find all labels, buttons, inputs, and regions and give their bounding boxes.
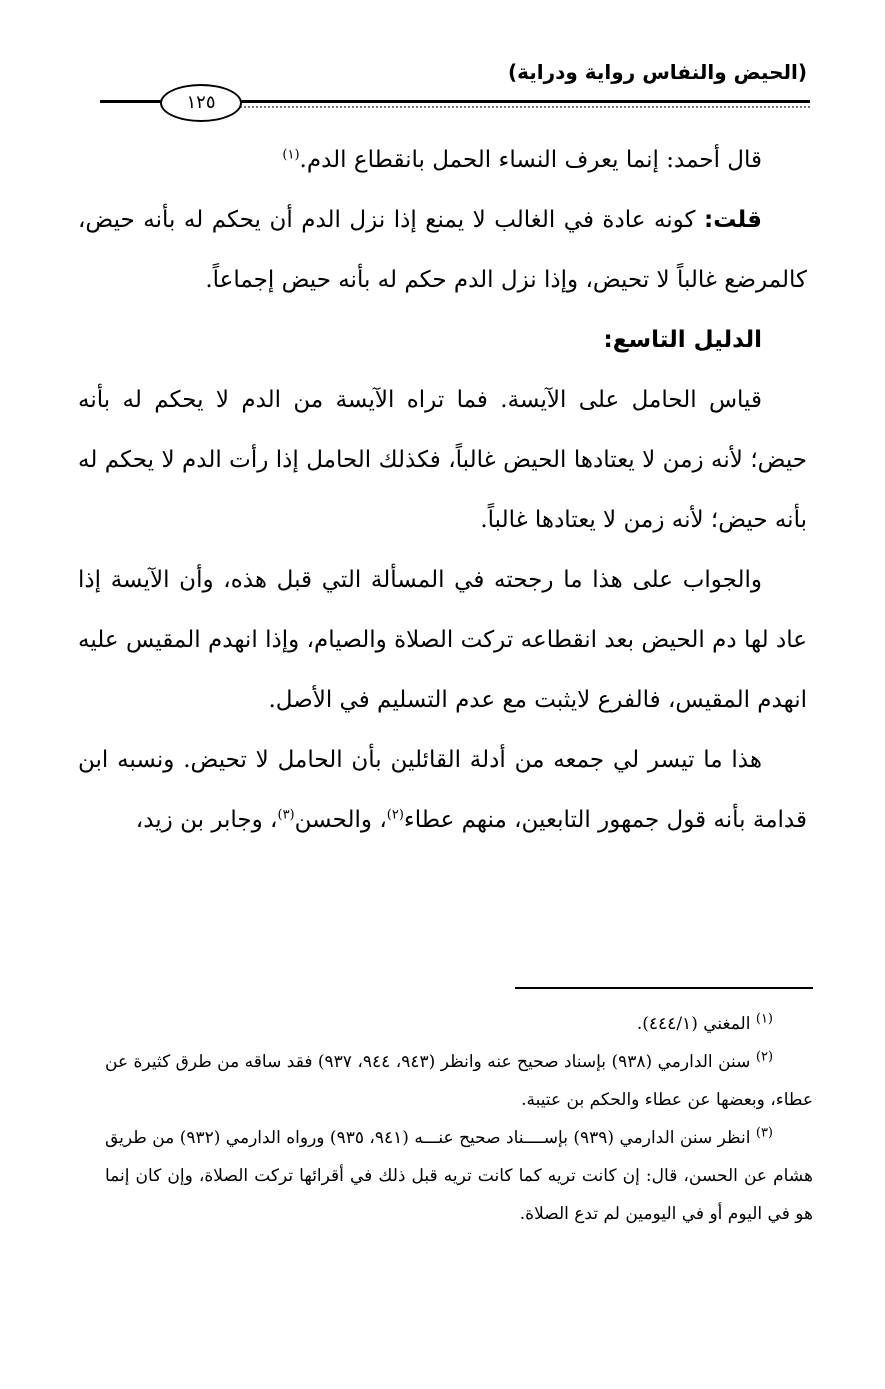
section-heading: الدليل التاسع: — [603, 327, 762, 353]
footnote — [105, 1119, 813, 1233]
footnote-number: (١) — [755, 1011, 773, 1027]
footnote-text: انظر سنن الدارمي (٩٣٩) بإســــناد صحيح عنـــه (٩٤١، ٩٣٥) ورواه الدارمي (٩٣٢) من طريق هشام عن الحسن، قال: إن كانت تريه كما كانت تريه قبل ذلك في أقرائها تركت الصلاة، وإن كان إنما هو في اليوم أو في اليومين لم تدع الصلاة. — [105, 1128, 813, 1224]
paragraph: والجواب على هذا ما رجحته في المسألة التي قبل هذه، وأن الآيسة إذا عاد لها دم الحيض بعد انقطاعه تركت الصلاة والصيام، وإذا انهدم المقيس عليه انهدم المقيس، فالفرع لايثبت مع عدم التسليم في الأصل. — [78, 567, 807, 713]
paragraph — [78, 730, 807, 850]
main-text — [78, 130, 807, 850]
page-number: ١٢٥ — [160, 84, 242, 122]
footnote — [105, 1005, 813, 1043]
paragraph — [78, 130, 807, 190]
paragraph — [78, 190, 807, 310]
paragraph-text: كونه عادة في الغالب لا يمنع إذا نزل الدم أن يحكم له بأنه حيض، كالمرضع غالباً لا تحيض، وإذا نزل الدم حكم له بأنه حيض إجماعاً. — [78, 207, 807, 293]
paragraph: قياس الحامل على الآيسة. فما تراه الآيسة من الدم لا يحكم له بأنه حيض؛ لأنه زمن لا يعتادها الحيض غالباً، فكذلك الحامل إذا رأت الدم لا يحكم له بأنه حيض؛ لأنه زمن لا يعتادها غالباً. — [78, 387, 807, 533]
footnote-ref: (٢) — [386, 807, 404, 823]
paragraph-text: هذا ما تيسر لي جمعه من أدلة القائلين بأن الحامل لا تحيض. ونسبه ابن قدامة بأنه قول جمهور التابعين، منهم عطاء — [78, 747, 807, 833]
footnote-separator — [515, 987, 813, 989]
header-ornament — [240, 104, 810, 108]
footnote-number: (٢) — [755, 1049, 774, 1065]
paragraph-lead: قلت: — [704, 207, 762, 233]
running-header: (الحيض والنفاس رواية ودراية) — [507, 60, 807, 84]
paragraph-text: ، وجابر بن زيد، — [135, 807, 278, 833]
paragraph-text: ، والحسن — [294, 807, 387, 833]
footnote — [105, 1043, 813, 1119]
footnote-text: سنن الدارمي (٩٣٨) بإسناد صحيح عنه وانظر (٩٤٣، ٩٤٤، ٩٣٧) فقد ساقه من طرق كثيرة عن عطاء، وبعضها عن عطاء والحكم بن عتيبة. — [105, 1052, 813, 1110]
footnote-ref: (١) — [282, 147, 300, 163]
footnote-text: المغني (٤٤٤/١). — [636, 1014, 756, 1034]
footnote-ref: (٣) — [277, 807, 295, 823]
footnotes — [105, 1005, 813, 1233]
footnote-number: (٣) — [755, 1125, 773, 1141]
paragraph-text: قال أحمد: إنما يعرف النساء الحمل بانقطاع الدم. — [299, 147, 762, 173]
